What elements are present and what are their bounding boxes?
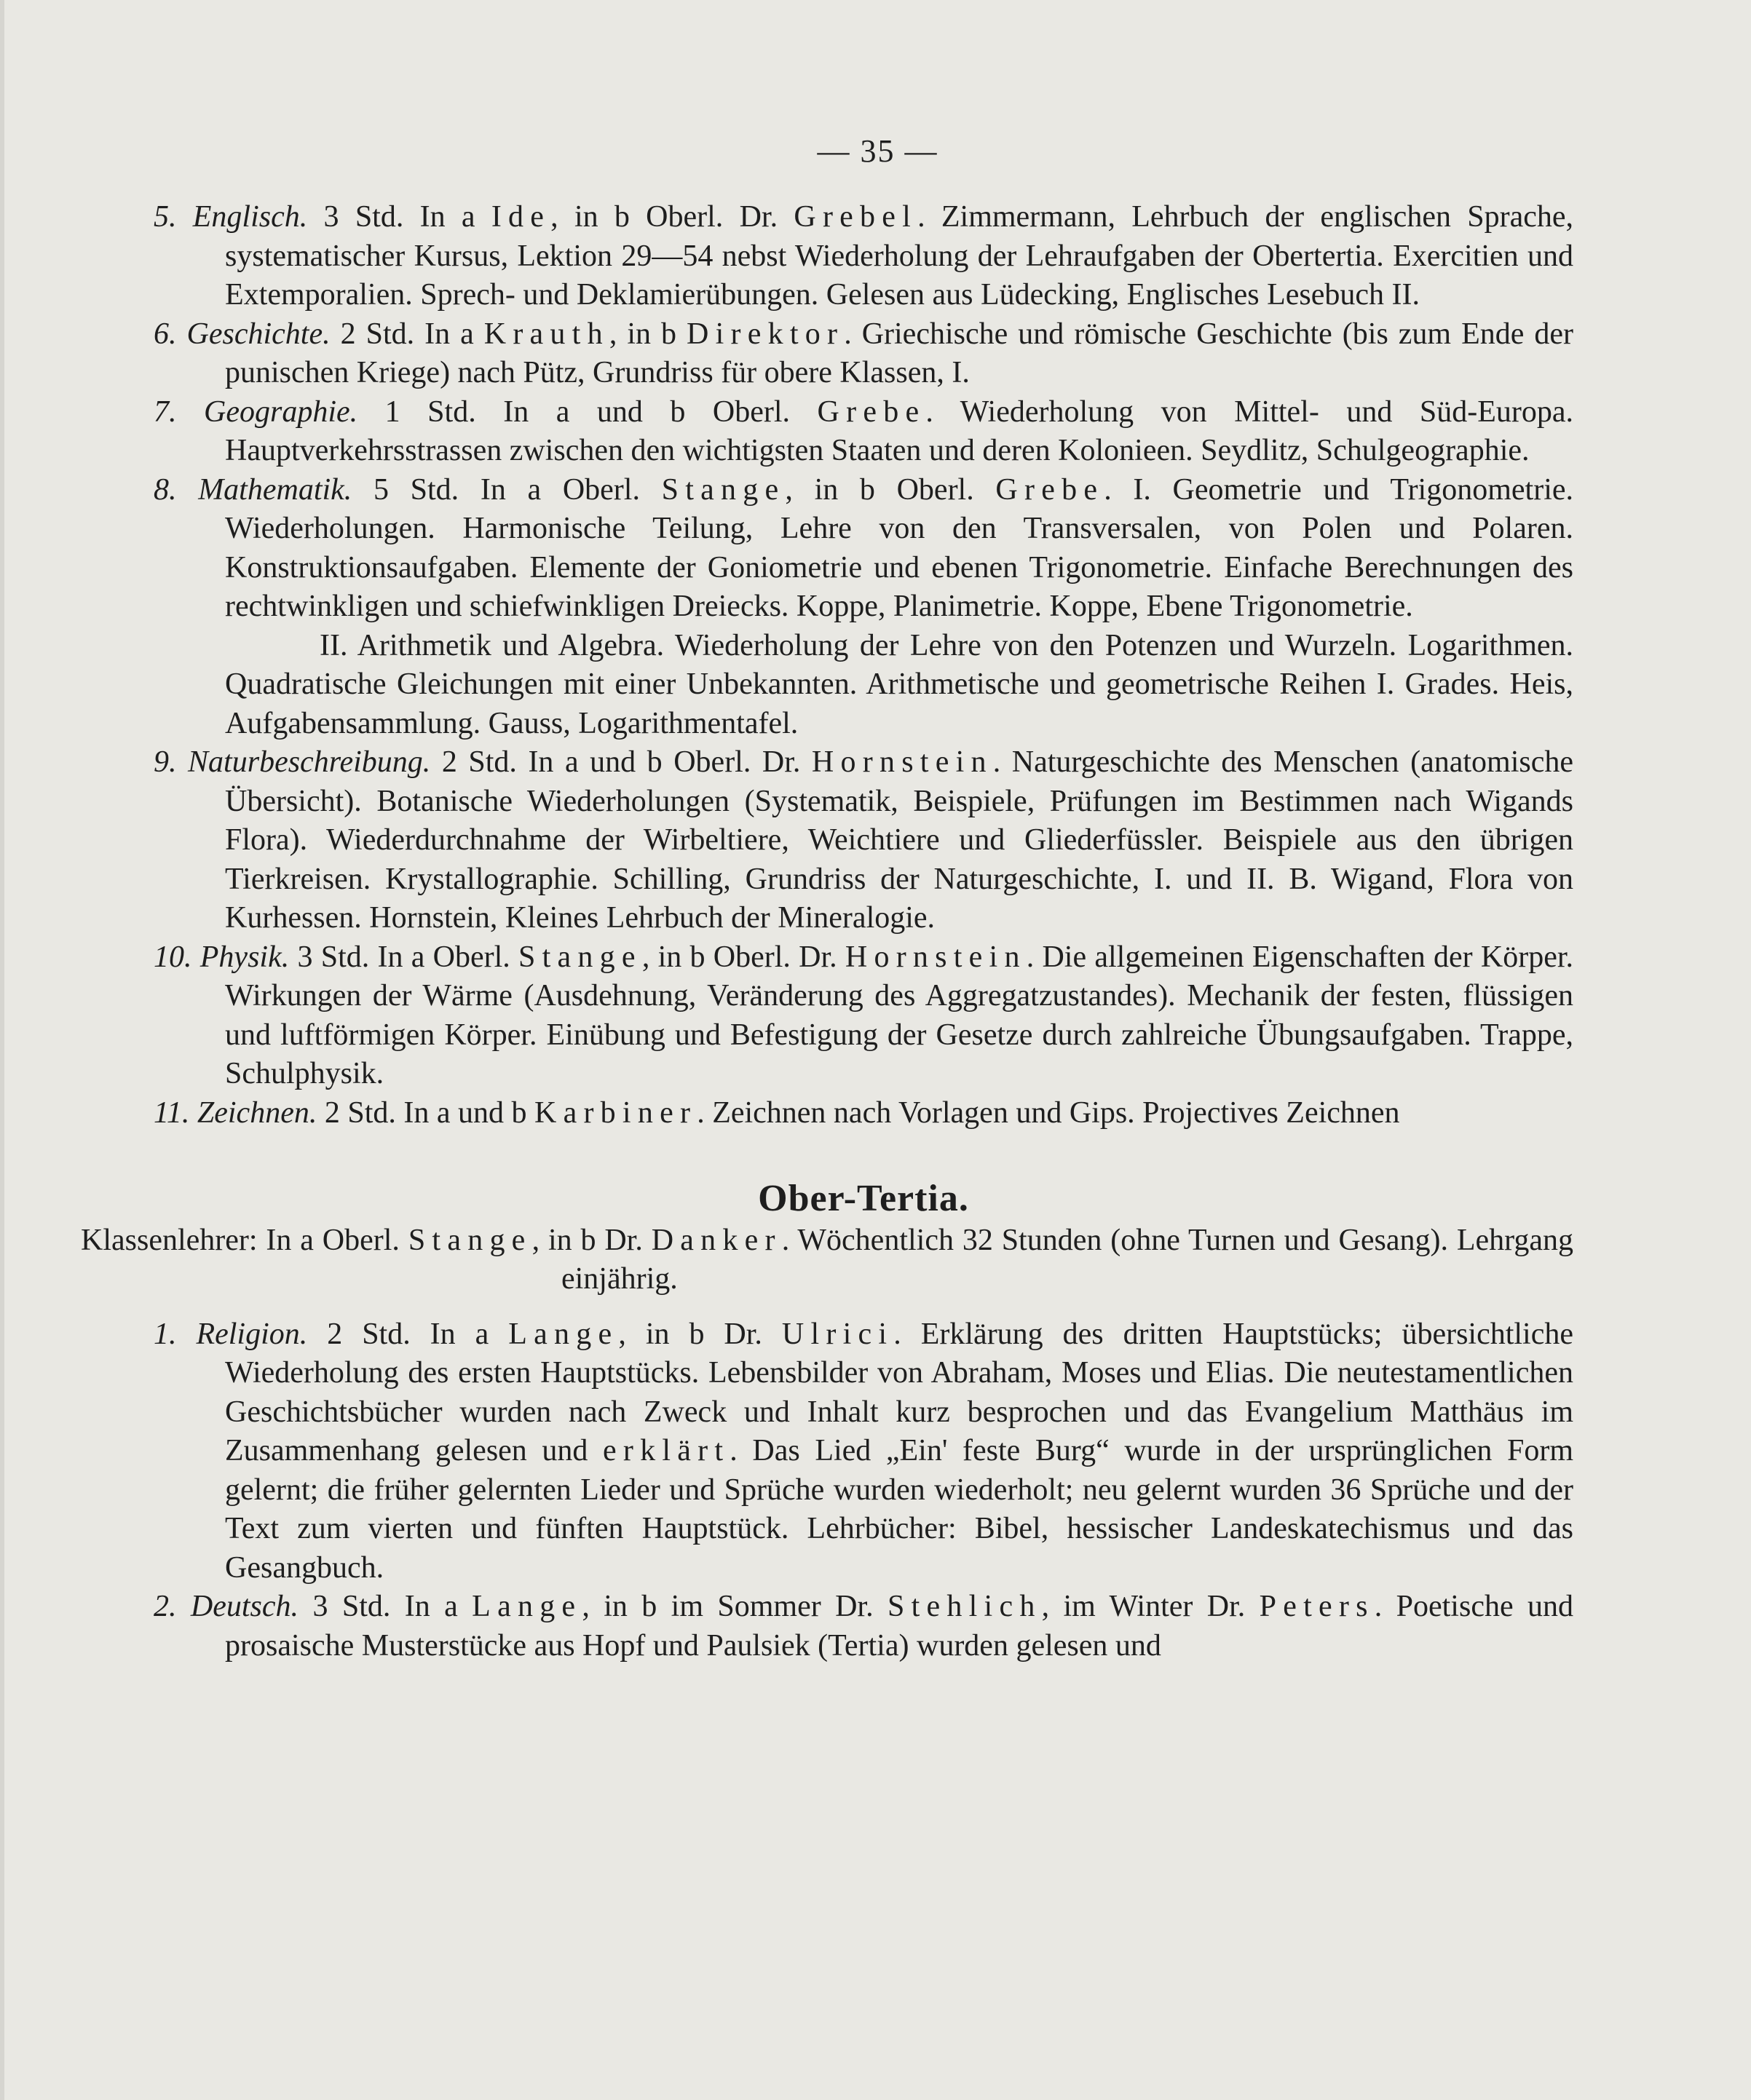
section-heading: Ober-Tertia. (758, 1178, 969, 1219)
entry-text: , in b (609, 317, 687, 351)
subject-label: Deutsch. (190, 1590, 299, 1623)
entry-text: 2 Std. In a (330, 317, 484, 351)
teacher-name: Grebe (817, 395, 926, 429)
teacher-name: Ulrici (781, 1317, 894, 1351)
entry-text: . Naturgeschichte des Menschen (anatomische Übersicht). Botanische Wiederholungen (Systematik, Beispiele, Prüfungen im Bestimmen nach Wigands Flora). Wiederdurchnahme der Wirbeltiere, Weichtiere und Gliederfüssler. Beispiele aus den übrigen Tierkreisen. Krystallographie. Schilling, Grundriss der Naturgeschichte, I. und II. B. Wigand, Flora von Kurhessen. Hornstein, Kleines Lehrbuch der Mineralogie. (225, 745, 1574, 935)
entry-number: 11. (154, 1095, 190, 1130)
teacher-name: Danker (651, 1223, 782, 1257)
teacher-name: Hornstein (811, 745, 993, 779)
spacer (154, 1299, 1573, 1315)
entry-number: 6. (154, 317, 177, 351)
entry-text: , in b im Sommer Dr. (582, 1590, 888, 1623)
teacher-name: Lange (508, 1317, 619, 1351)
teacher-name: Karbiner (534, 1095, 697, 1130)
entry-number: 8. (154, 472, 177, 507)
entry-geographie (154, 393, 1573, 471)
entry-number: 5. (154, 200, 177, 234)
entry-mathematik (154, 471, 1573, 627)
entry-text: , in b Dr. (618, 1317, 782, 1351)
entry-text: 2 Std. In a (307, 1317, 509, 1351)
entry-text: , in b Oberl. Dr. (641, 940, 845, 974)
entry-text: . Poetische und prosaische Musterstücke aus Hopf und Paulsiek (Tertia) wurden gelesen und (225, 1590, 1574, 1663)
entry-text: . Zeichnen nach Vorlagen und Gips. Projectives Zeichnen (697, 1095, 1400, 1130)
subject-label: Religion. (196, 1317, 308, 1351)
entry-text: , in b Dr. (531, 1223, 652, 1257)
subject-label: Geographie. (204, 395, 358, 429)
entry-number: 7. (154, 395, 177, 429)
entry-text: II. Arithmetik und Algebra. Wiederholung der Lehre von den Potenzen und Wurzeln. Logarithmen. Quadratische Gleichungen mit einer Unbekannten. Arithmetische und geometrische Reihen I. Grades. Heis, Aufgabensammlung. Gauss, Logarithmentafel. (225, 628, 1573, 740)
teacher-name: Ide (491, 200, 551, 234)
entry-text: 2 Std. In a und b (317, 1095, 534, 1130)
subject-label: Mathematik. (198, 472, 352, 507)
entry-text: , im Winter Dr. (1041, 1590, 1260, 1623)
entry-naturbeschreibung (154, 743, 1573, 938)
entry-text: . Wiederholung von Mittel- und Süd-Europa. Hauptverkehrsstrassen zwischen den wichtigsten Staaten und deren Kolonieen. Seydlitz, Schulgeographie. (225, 395, 1573, 467)
subject-label: Zeichnen. (197, 1095, 317, 1130)
entry-text: , in b Oberl. (785, 472, 996, 507)
emphasis: erklärt (603, 1434, 730, 1467)
entry-zeichnen (154, 1094, 1573, 1133)
subject-label: Naturbeschreibung. (188, 745, 431, 779)
subject-label: Geschichte. (186, 317, 331, 351)
teacher-name: Stange (518, 940, 642, 974)
teacher-name: Stehlich (888, 1590, 1042, 1623)
klassenlehrer-line (81, 1221, 1573, 1299)
entry-text: . Das Lied „Ein' feste Burg“ wurde in der ursprünglichen Form gelernt; die früher gelernten Lieder und Sprüche wurden wiederholt; neu gelernt wurden 36 Sprüche und der Text zum vierten und fünften Hauptstück. Lehrbücher: Bibel, hessischer Landeskatechismus und das Gesangbuch. (225, 1434, 1573, 1585)
entry-number: 9. (154, 745, 177, 779)
teacher-name: Direktor (687, 317, 845, 351)
entry-text: Klassenlehrer: In a Oberl. (81, 1223, 408, 1257)
entry-text: 3 Std. In a (299, 1590, 473, 1623)
entry-number: 10. (154, 940, 192, 974)
body-text (81, 198, 1574, 1665)
entry-text: 2 Std. In a und b Oberl. Dr. (430, 745, 812, 779)
teacher-name: Stange (408, 1223, 532, 1257)
subject-label: Physik. (199, 940, 290, 974)
entry-text: . I. Geometrie und Trigonometrie. Wiederholungen. Harmonische Teilung, Lehre von den Transversalen, von Polen und Polaren. Konstruktionsaufgaben. Elemente der Goniometrie und ebenen Trigonometrie. Einfache Berechnungen des rechtwinkligen und schiefwinkligen Dreiecks. Koppe, Planimetrie. Koppe, Ebene Trigonometrie. (225, 472, 1574, 623)
entry-englisch (154, 198, 1573, 315)
entry-number: 2. (154, 1590, 177, 1623)
teacher-name: Lange (472, 1590, 582, 1623)
entry-religion (154, 1315, 1573, 1588)
entry-text: 1 Std. In a und b Oberl. (357, 395, 818, 429)
entry-text: , in b Oberl. Dr. (550, 200, 794, 234)
entry-text: 3 Std. In a Oberl. (289, 940, 519, 974)
entry-text: . Die allgemeinen Eigenschaften der Körper. Wirkungen der Wärme (Ausdehnung, Veränderung des Aggregatzustandes). Mechanik der festen, flüssigen und luftförmigen Körper. Einübung und Befestigung der Gesetze durch zahlreiche Übungsaufgaben. Trappe, Schulphysik. (225, 940, 1574, 1090)
entry-physik (154, 938, 1573, 1094)
entry-mathematik-arithmetik (154, 627, 1573, 744)
entry-text: . Erklärung des dritten Hauptstücks; übersichtliche Wiederholung des ersten Hauptstücks. Lebensbilder von Abraham, Moses und Elias. Die neutestamentlichen Geschichtsbücher wurden nach Zweck und Inhalt kurz besprochen und das Evangelium Matthäus im Zusammenhang gelesen und (225, 1317, 1574, 1467)
teacher-name: Hornstein (845, 940, 1027, 974)
entry-text: . Wöchentlich 32 Stunden (ohne Turnen und Gesang). Lehrgang einjährig. (561, 1223, 1574, 1296)
teacher-name: Grebe (995, 472, 1104, 507)
subject-label: Englisch. (192, 200, 308, 234)
teacher-name: Grebel (794, 200, 918, 234)
teacher-name: Krauth (483, 317, 609, 351)
teacher-name: Stange (661, 472, 786, 507)
entry-text: . Zimmermann, Lehrbuch der englischen Sprache, systematischer Kursus, Lektion 29—54 nebst Wiederholung der Lehraufgaben der Obertertia. Exercitien und Extemporalien. Sprech- und Deklamierübungen. Gelesen aus Lüdecking, Englisches Lesebuch II. (225, 200, 1574, 312)
page-number: — 35 — (817, 133, 938, 169)
entry-text: . Griechische und römische Geschichte (bis zum Ende der punischen Kriege) nach Pütz, Grundriss für obere Klassen, I. (225, 317, 1574, 389)
entry-number: 1. (154, 1317, 177, 1351)
entry-text: 5 Std. In a Oberl. (352, 472, 662, 507)
entry-geschichte (154, 315, 1573, 393)
entry-deutsch (154, 1588, 1573, 1665)
teacher-name: Peters (1259, 1590, 1375, 1623)
entry-text: 3 Std. In a (307, 200, 491, 234)
